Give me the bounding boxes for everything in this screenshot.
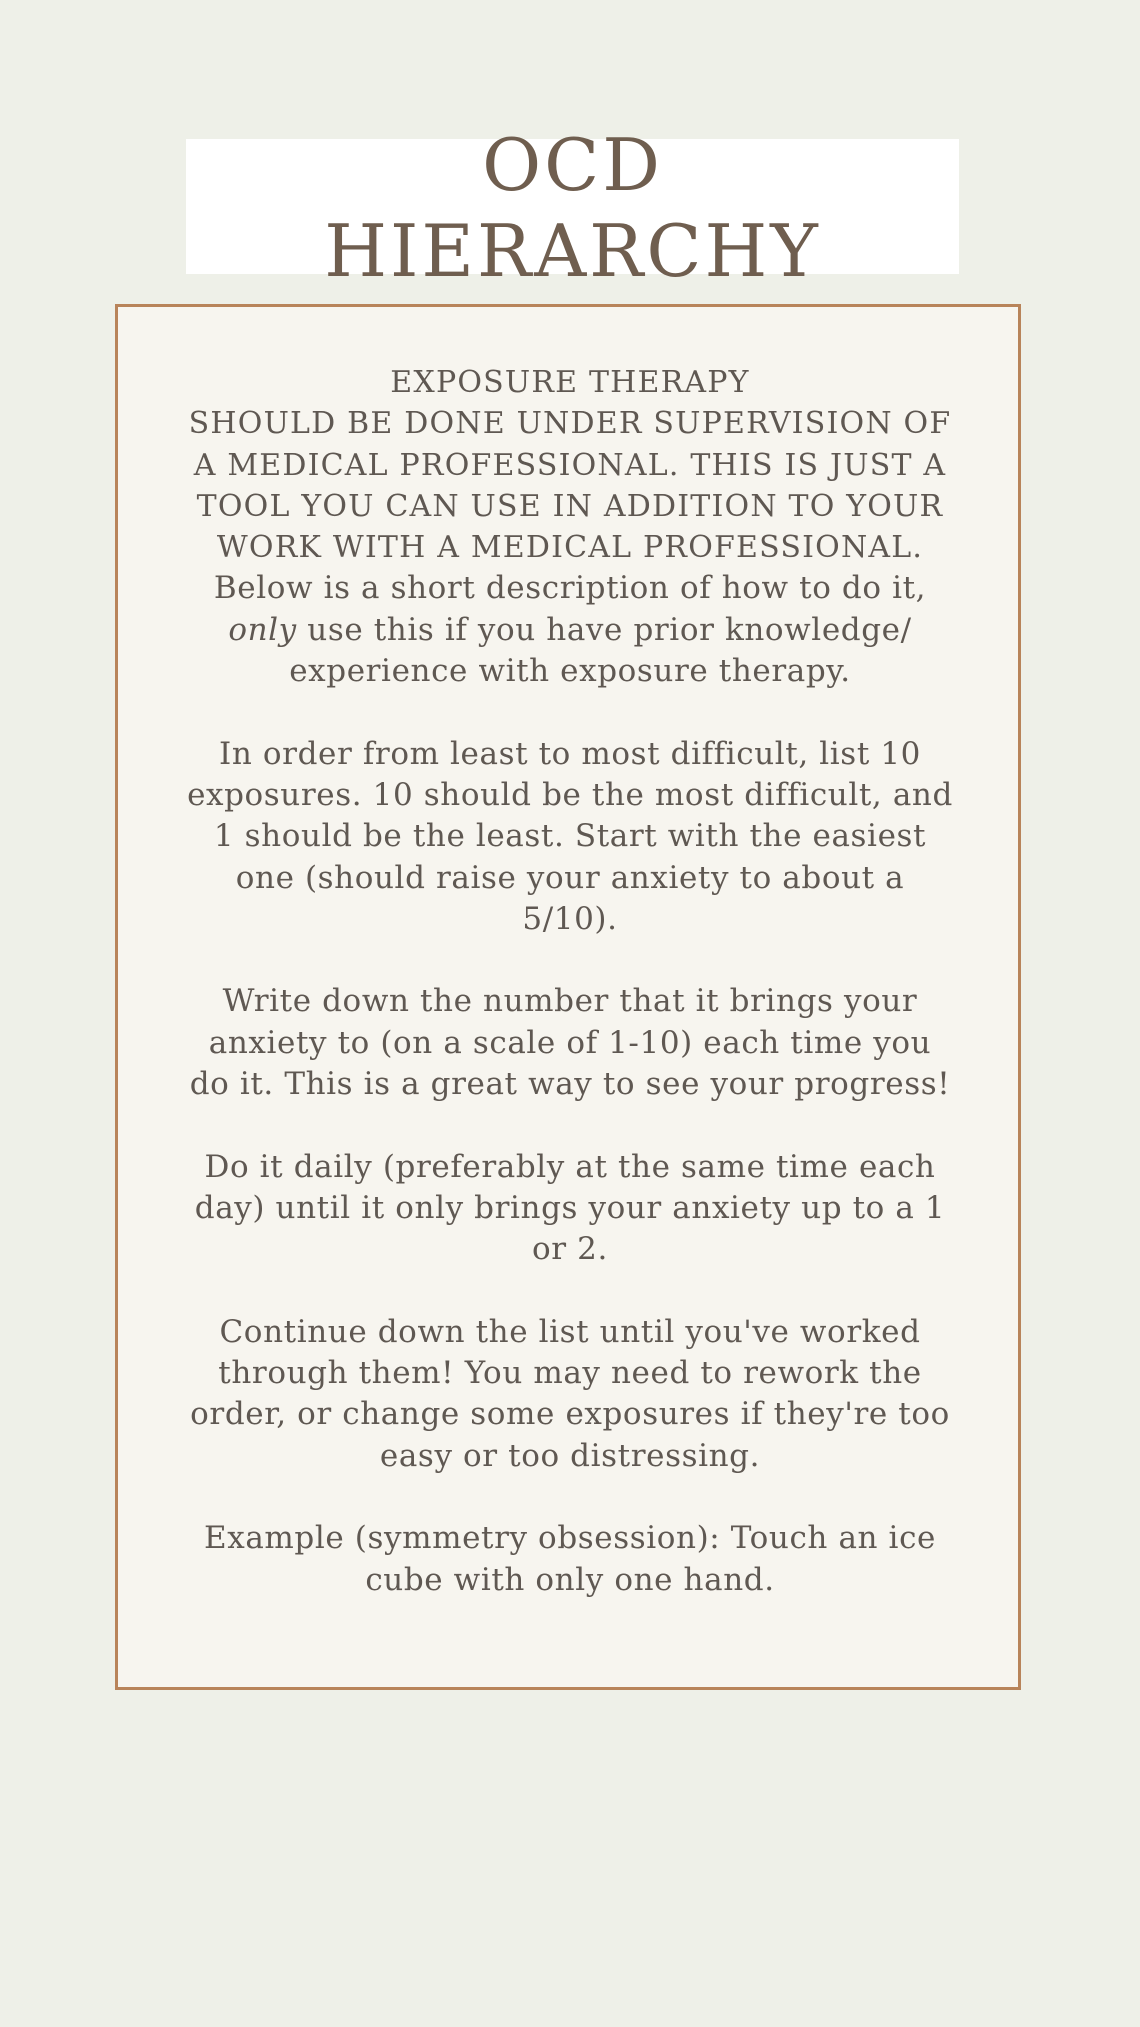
paragraph-line: do it. This is a great way to see your progress!	[189, 1066, 951, 1103]
paragraph-line: through them! You may need to rework the	[218, 1355, 922, 1392]
step-repeat-daily	[140, 1147, 1000, 1271]
paragraph-line: Write down the number that it brings your	[222, 983, 918, 1020]
warning-line-4: WORK WITH A MEDICAL PROFESSIONAL.	[216, 530, 924, 566]
description-line-3: experience with exposure therapy.	[289, 653, 851, 690]
paragraph-line: Example (symmetry obsession): Touch an ice	[204, 1520, 936, 1557]
page-title	[186, 122, 959, 294]
section-heading: EXPOSURE THERAPY	[390, 365, 750, 400]
description-line-2-text: use this if you have prior knowledge/	[296, 611, 912, 648]
step-continue-list	[140, 1312, 1000, 1477]
emphasis-only: only	[228, 611, 297, 648]
warning-line-3: TOOL YOU CAN USE IN ADDITION TO YOUR	[196, 488, 944, 524]
paragraph-line: easy or too distressing.	[379, 1437, 761, 1474]
step-list-order	[140, 734, 1000, 940]
warning-line-2: A MEDICAL PROFESSIONAL. THIS IS JUST A	[193, 447, 947, 483]
paragraph-line: order, or change some exposures if they're too	[190, 1396, 950, 1433]
paragraph-line: Do it daily (preferably at the same time each	[204, 1148, 936, 1185]
title-line-1: OCD	[482, 123, 663, 207]
paragraph-line: anxiety to (on a scale of 1-10) each time you	[208, 1024, 932, 1061]
paragraph-line: cube with only one hand.	[365, 1561, 775, 1598]
instructions	[140, 362, 1000, 1601]
warning-line-1: SHOULD BE DONE UNDER SUPERVISION OF	[188, 406, 952, 442]
description-line-2	[140, 610, 1000, 651]
paragraph-line: one (should raise your anxiety to about a	[235, 859, 905, 896]
title-line-2: HIERARCHY	[324, 209, 821, 293]
paragraph-line: In order from least to most difficult, list 10	[219, 735, 921, 772]
paragraph-line: 5/10).	[522, 900, 618, 937]
paragraph-line: exposures. 10 should be the most difficult, and	[187, 776, 953, 813]
step-record-anxiety	[140, 981, 1000, 1105]
paragraph-line: day) until it only brings your anxiety up to a 1	[194, 1189, 946, 1226]
example	[140, 1518, 1000, 1601]
paragraph-line: or 2.	[532, 1231, 608, 1268]
paragraph-line: Continue down the list until you've worked	[219, 1313, 921, 1350]
description-line-1: Below is a short description of how to do it,	[213, 570, 927, 607]
paragraph-line: 1 should be the least. Start with the easiest	[213, 818, 927, 855]
